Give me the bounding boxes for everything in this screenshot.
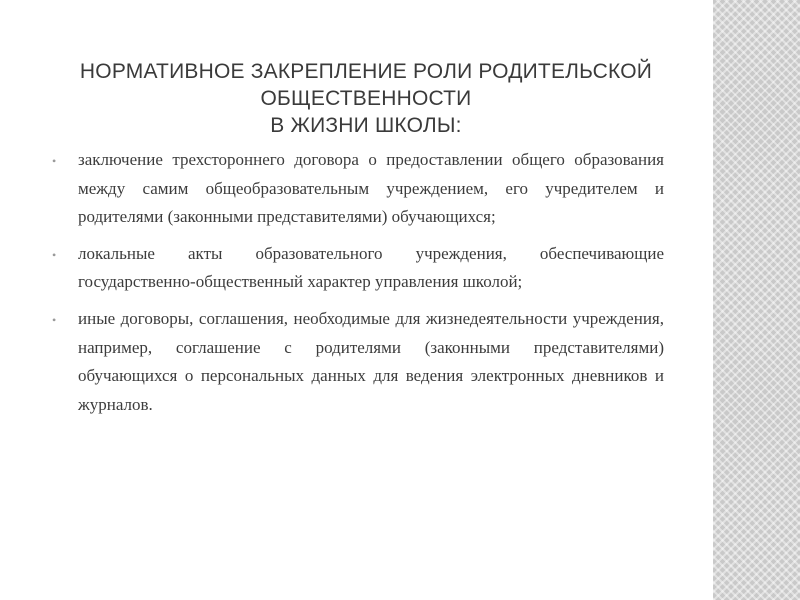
title-line-1: НОРМАТИВНОЕ ЗАКРЕПЛЕНИЕ РОЛИ РОДИТЕЛЬСКОЙ (79, 60, 653, 83)
bullet-list (52, 146, 664, 427)
bullet-icon: • (52, 154, 57, 168)
bullet-item-local-acts (52, 240, 664, 297)
bullet-item-other-agreements (52, 305, 664, 419)
bullet-icon: • (52, 247, 57, 262)
decorative-side-band (713, 0, 800, 600)
bullet-text: локальные акты образовательного учреждения, обеспечивающие государственно-общественный характер управления школой; (78, 243, 664, 292)
bullet-item-contract (52, 146, 664, 232)
slide-title (40, 58, 692, 139)
bullet-text: иные договоры, соглашения, необходимые для жизнедеятельности учреждения, например, соглашение с родителями (законными представителями) обучающихся о персональных данных для ведения электронных дневников и журналов. (78, 308, 664, 414)
title-line-3: В ЖИЗНИ ШКОЛЫ: (270, 114, 462, 137)
bullet-icon: • (52, 312, 57, 327)
bullet-text: заключение трехстороннего договора о предоставлении общего образования между самим общеобразовательным учреждением, его учредителем и родителями (законными представителями) обучающихся; (78, 150, 664, 227)
title-line-2: ОБЩЕСТВЕННОСТИ (260, 87, 472, 110)
